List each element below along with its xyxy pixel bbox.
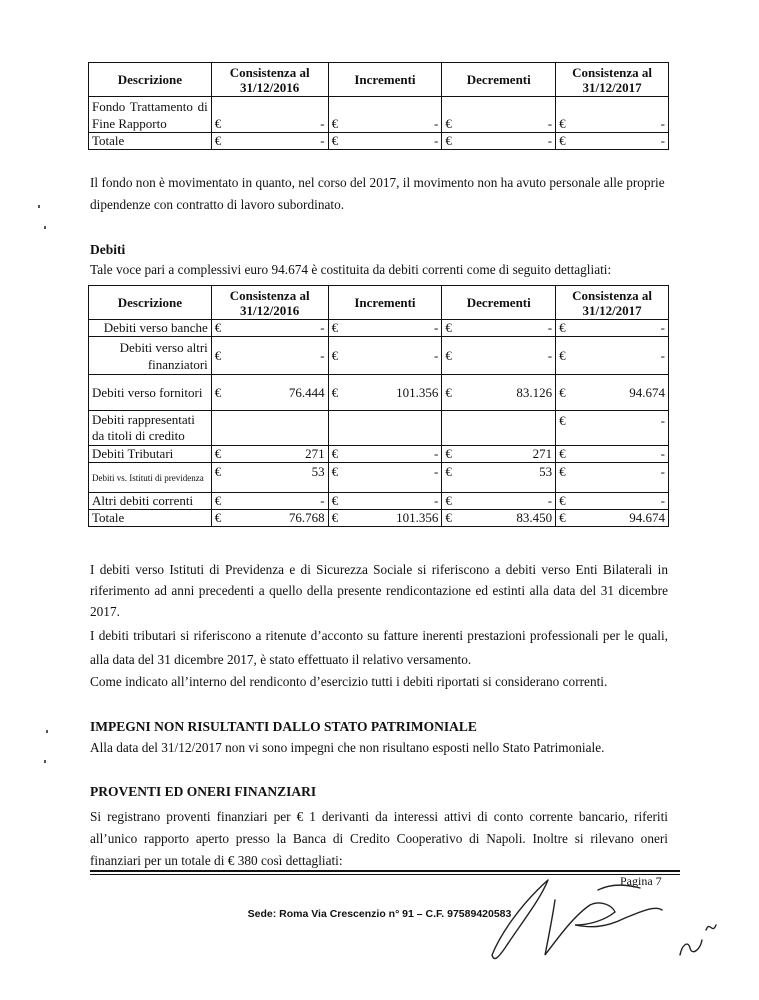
amount: 101.356	[396, 384, 439, 400]
currency: €	[559, 464, 566, 479]
currency: €	[445, 133, 452, 148]
header-consistenza-2016: Consistenza al 31/12/2016	[211, 286, 328, 320]
amount: 53	[311, 464, 325, 479]
amount: -	[434, 320, 439, 335]
table-row	[89, 446, 669, 463]
text-line: I debiti tributari si riferiscono a ritenute d’acconto su fatture inerenti prestazioni professionali per le quali,	[90, 628, 668, 643]
currency: €	[214, 347, 222, 363]
amount: 76.444	[288, 384, 325, 400]
section-heading-impegni: IMPEGNI NON RISULTANTI DALLO STATO PATRIMONIALE	[90, 719, 477, 734]
amount: -	[547, 133, 553, 148]
currency: €	[445, 116, 452, 131]
section-heading-proventi: PROVENTI ED ONERI FINANZIARI	[90, 784, 317, 799]
section-heading-debiti: Debiti	[90, 242, 126, 257]
row-desc: Debiti verso altri finanziatori	[89, 337, 212, 375]
amount: -	[434, 464, 439, 479]
text-line: I debiti verso Istituti di Previdenza e di Sicurezza Sociale si riferiscono a debiti verso Enti Bilaterali in	[90, 562, 668, 577]
currency: €	[559, 116, 566, 131]
amount: 83.450	[516, 510, 553, 525]
table-row	[89, 375, 669, 411]
debiti-table	[88, 285, 669, 527]
text-line: all’unico rapporto aperto presso la Banca di Credito Cooperativo di Napoli. Inoltre si rilevano oneri	[90, 831, 668, 846]
text-line: 2017.	[90, 604, 120, 619]
table-row	[89, 337, 669, 375]
currency: €	[331, 116, 339, 131]
amount: -	[547, 320, 553, 335]
amount: 271	[532, 446, 553, 461]
row-desc: Altri debiti correnti	[89, 493, 212, 510]
currency: €	[214, 464, 222, 479]
margin-mark	[44, 760, 46, 763]
row-desc: Debiti rappresentati da titoli di credito	[89, 411, 212, 446]
table-row	[89, 97, 669, 133]
header-descrizione: Descrizione	[89, 286, 212, 320]
row-desc: Fondo Trattamento di Fine Rapporto	[89, 97, 212, 133]
table-row-total	[89, 510, 669, 527]
amount: -	[660, 116, 665, 131]
amount: -	[320, 320, 325, 335]
text-line: riferimento ad anni precedenti a quello della presente rendicontazione ed estinti alla data del 31 dicembre	[90, 583, 668, 598]
amount: 101.356	[396, 510, 439, 525]
amount: -	[434, 347, 439, 363]
amount: -	[320, 347, 325, 363]
amount: 83.126	[516, 384, 553, 400]
header-descrizione: Descrizione	[89, 63, 212, 97]
amount: -	[547, 493, 553, 508]
currency: €	[214, 493, 222, 508]
tfr-table	[88, 62, 669, 150]
currency: €	[214, 384, 222, 400]
amount: 76.768	[288, 510, 325, 525]
currency: €	[331, 510, 339, 525]
currency: €	[214, 133, 222, 148]
currency: €	[559, 320, 566, 335]
row-desc: Totale	[89, 133, 212, 150]
amount: -	[320, 133, 325, 148]
amount: -	[434, 493, 439, 508]
text-line: finanziari per un totale di € 380 così dettagliati:	[90, 853, 343, 868]
table-row	[89, 320, 669, 337]
row-desc: Debiti verso banche	[89, 320, 212, 337]
header-consistenza-2016: Consistenza al 31/12/2016	[211, 63, 328, 97]
table-header-row	[89, 286, 669, 320]
row-desc: Debiti Tributari	[89, 446, 212, 463]
header-decrementi: Decrementi	[442, 63, 556, 97]
currency: €	[559, 347, 566, 363]
currency: €	[331, 133, 339, 148]
amount: -	[660, 413, 665, 428]
amount: 271	[305, 446, 325, 461]
paragraph-impegni: Alla data del 31/12/2017 non vi sono impegni che non risultano esposti nello Stato Patrimoniale.	[90, 740, 605, 755]
amount: -	[660, 347, 665, 363]
currency: €	[445, 493, 452, 508]
currency: €	[559, 446, 566, 461]
currency: €	[214, 510, 222, 525]
paragraph-fondo: Il fondo non è movimentato in quanto, nel corso del 2017, il movimento non ha avuto personale alle proprie dipendenze con contratto di lavoro subordinato.	[90, 175, 665, 212]
currency: €	[331, 384, 339, 400]
currency: €	[331, 464, 339, 479]
amount: 53	[539, 464, 553, 479]
table-row	[89, 463, 669, 493]
currency: €	[445, 347, 452, 363]
table-row	[89, 411, 669, 446]
amount: -	[434, 133, 439, 148]
currency: €	[331, 493, 339, 508]
footer-rule	[90, 874, 680, 875]
currency: €	[559, 510, 566, 525]
amount: -	[547, 347, 553, 363]
amount: -	[434, 446, 439, 461]
currency: €	[559, 493, 566, 508]
amount: -	[547, 116, 553, 131]
currency: €	[445, 464, 452, 479]
margin-mark	[44, 226, 46, 229]
margin-mark	[38, 205, 40, 208]
text-line: alla data del 31 dicembre 2017, è stato effettuato il relativo versamento.	[90, 652, 472, 667]
paragraph-correnti: Come indicato all’interno del rendiconto d’esercizio tutti i debiti riportati si considerano correnti.	[90, 674, 608, 689]
row-desc: Debiti vs. Istituti di previdenza	[89, 463, 212, 493]
header-incrementi: Incrementi	[328, 286, 442, 320]
currency: €	[214, 320, 222, 335]
row-desc: Totale	[89, 510, 212, 527]
footer-rule	[90, 870, 680, 872]
table-row	[89, 493, 669, 510]
margin-mark	[46, 730, 48, 733]
amount: -	[660, 464, 665, 479]
currency: €	[445, 320, 452, 335]
currency: €	[445, 510, 452, 525]
currency: €	[559, 413, 566, 428]
amount: 94.674	[629, 510, 665, 525]
currency: €	[331, 347, 339, 363]
header-incrementi: Incrementi	[328, 63, 442, 97]
row-desc: Debiti verso fornitori	[89, 375, 212, 411]
table-row-total	[89, 133, 669, 150]
currency: €	[331, 446, 339, 461]
currency: €	[445, 384, 452, 400]
paragraph-debiti-intro: Tale voce pari a complessivi euro 94.674 è costituita da debiti correnti come di seguito dettagliati:	[90, 262, 612, 277]
currency: €	[445, 446, 452, 461]
currency: €	[559, 133, 566, 148]
amount: -	[434, 116, 439, 131]
amount: -	[660, 493, 665, 508]
amount: -	[660, 320, 665, 335]
header-consistenza-2017: Consistenza al 31/12/2017	[556, 63, 669, 97]
currency: €	[559, 384, 566, 400]
amount: 94.674	[629, 384, 665, 400]
currency: €	[331, 320, 339, 335]
currency: €	[214, 116, 222, 131]
header-decrementi: Decrementi	[442, 286, 556, 320]
header-consistenza-2017: Consistenza al 31/12/2017	[556, 286, 669, 320]
footer-address: Sede: Roma Via Crescenzio n° 91 – C.F. 97589420583	[247, 908, 512, 920]
text-line: Si registrano proventi finanziari per € 1 derivanti da interessi attivi di conto corrente bancario, riferiti	[90, 809, 668, 824]
amount: -	[660, 133, 665, 148]
currency: €	[214, 446, 222, 461]
amount: -	[660, 446, 665, 461]
amount: -	[320, 116, 325, 131]
page-number: Pagina 7	[620, 874, 662, 888]
table-header-row	[89, 63, 669, 97]
amount: -	[320, 493, 325, 508]
